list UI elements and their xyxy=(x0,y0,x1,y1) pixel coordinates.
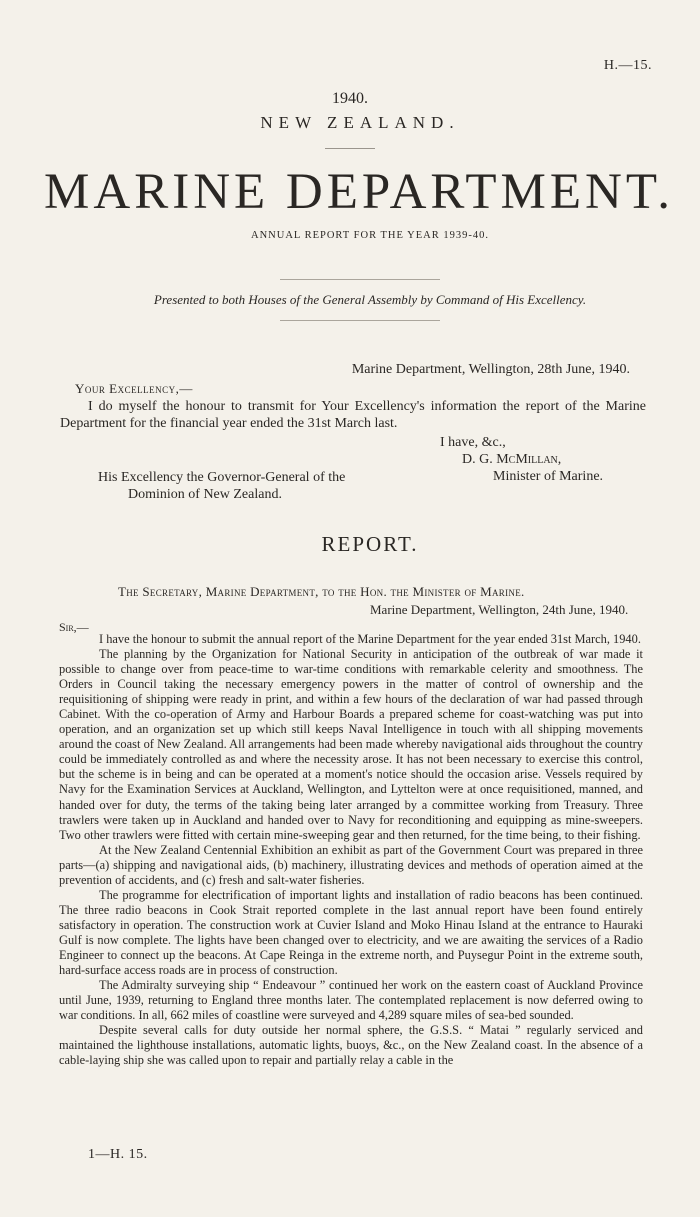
letter-date: Marine Department, Wellington, 28th June, 1940. xyxy=(351,362,630,377)
report-paragraph: The planning by the Organization for National Security in anticipation of the outbreak of war made it possible to change over from peace-time to war-time conditions with remarkable celerity and smoothness. The Orders in Council taking the necessary emergency powers in the matter of control of ownership and the requisitioning of shipping were ready in print, and within a few hours of the declaration of war had passed through Cabinet. With the co-operation of Army and Harbour Boards a prepared scheme for coast-watching was put into operation, and an organization set up which still keeps Naval Intelligence in touch with all shipping movements around the coast of New Zealand. All arrangements had been made whereby navigational aids throughout the country could be immediately controlled as and where the necessity arose. It has not been necessary to exercise this control, but the scheme is in being and can be operated at a moment's notice should the occasion arise. Vessels required by Navy for the Examination Services at Auckland, Wellington, and Lyttelton were at once requisitioned, manned, and handed over for duty, the terms of the taking being later arranged by a committee working from Treasury. Three trawlers were taken up in Auckland and handed over to Navy for reconditioning and equipping as mine-sweepers. Two other trawlers were fitted with certain mine-sweeping gear and then returned, for the time being, to their fishing. xyxy=(59,647,643,842)
divider xyxy=(280,320,440,321)
addressee-line: His Excellency the Governor-General of the xyxy=(98,470,346,485)
closing-phrase: I have, &c., xyxy=(440,435,506,450)
report-paragraph: I have the honour to submit the annual report of the Marine Department for the year ended 31st March, 1940. xyxy=(99,632,641,646)
report-paragraph: The Admiralty surveying ship “ Endeavour ” continued her work on the eastern coast of Auckland Province until June, 1939, returning to England three months later. The contemplated replacement is now deferred owing to war conditions. In all, 662 miles of coastline were surveyed and 4,289 square miles of sea-bed sounded. xyxy=(59,978,643,1023)
report-from-line: The Secretary, Marine Department, to the Hon. the Minister of Marine. xyxy=(118,584,525,599)
letter-closing xyxy=(440,434,561,468)
report-paragraph: At the New Zealand Centennial Exhibition an exhibit as part of the Government Court was prepared in three parts—(a) shipping and navigational aids, (b) machinery, illustrating devices and methods of operation aimed at the prevention of accidents, and (c) fresh and salt-water fisheries. xyxy=(59,842,643,887)
report-heading: REPORT. xyxy=(321,532,419,556)
addressee-line: Dominion of New Zealand. xyxy=(128,487,282,502)
country-title: NEW ZEALAND. xyxy=(260,113,460,132)
report-subtitle: ANNUAL REPORT FOR THE YEAR 1939-40. xyxy=(251,230,489,241)
page-signature: 1—H. 15. xyxy=(88,1147,148,1162)
report-paragraph: Despite several calls for duty outside her normal sphere, the G.S.S. “ Matai ” regularly serviced and maintained the lighthouse installations, automatic lights, buoys, &c., on the New Zealand coast. In the absence of a cable-laying ship she was called upon to repair and partially relay a cable in the xyxy=(59,1023,643,1068)
letter-addressee xyxy=(98,469,345,503)
document-reference: H.—15. xyxy=(603,58,652,73)
presented-note: Presented to both Houses of the General Assembly by Command of His Excellency. xyxy=(153,292,587,307)
report-date: Marine Department, Wellington, 24th June, 1940. xyxy=(370,602,629,617)
signer-title: Minister of Marine. xyxy=(493,469,604,484)
document-year: 1940. xyxy=(332,90,368,107)
letter-signature: D. G. McMillan, xyxy=(462,452,562,467)
report-paragraph: The programme for electrification of important lights and installation of radio beacons has been continued. The three radio beacons in Cook Strait reported complete in the last annual report have been found entirely satisfactory in operation. The construction work at Cuvier Island and Moko Hinau Island at the entrance to Hauraki Gulf is now complete. The lights have been changed over to electricity, and we are awaiting the services of a Radio Engineer to connect up the beacons. At Cape Reinga in the extreme north, and Puysegur Point in the extreme south, hard-surface access roads are in process of construction. xyxy=(59,887,643,978)
divider xyxy=(280,279,440,280)
letter-body: I do myself the honour to transmit for Your Excellency's information the report of the Marine Department for the financial year ended the 31st March last. xyxy=(60,399,646,431)
report-body xyxy=(59,632,643,1068)
letter-salutation: Your Excellency,— xyxy=(75,381,193,396)
divider xyxy=(325,148,375,149)
report-salutation: Sir,— xyxy=(59,620,89,634)
department-title: MARINE DEPARTMENT. xyxy=(44,164,674,220)
